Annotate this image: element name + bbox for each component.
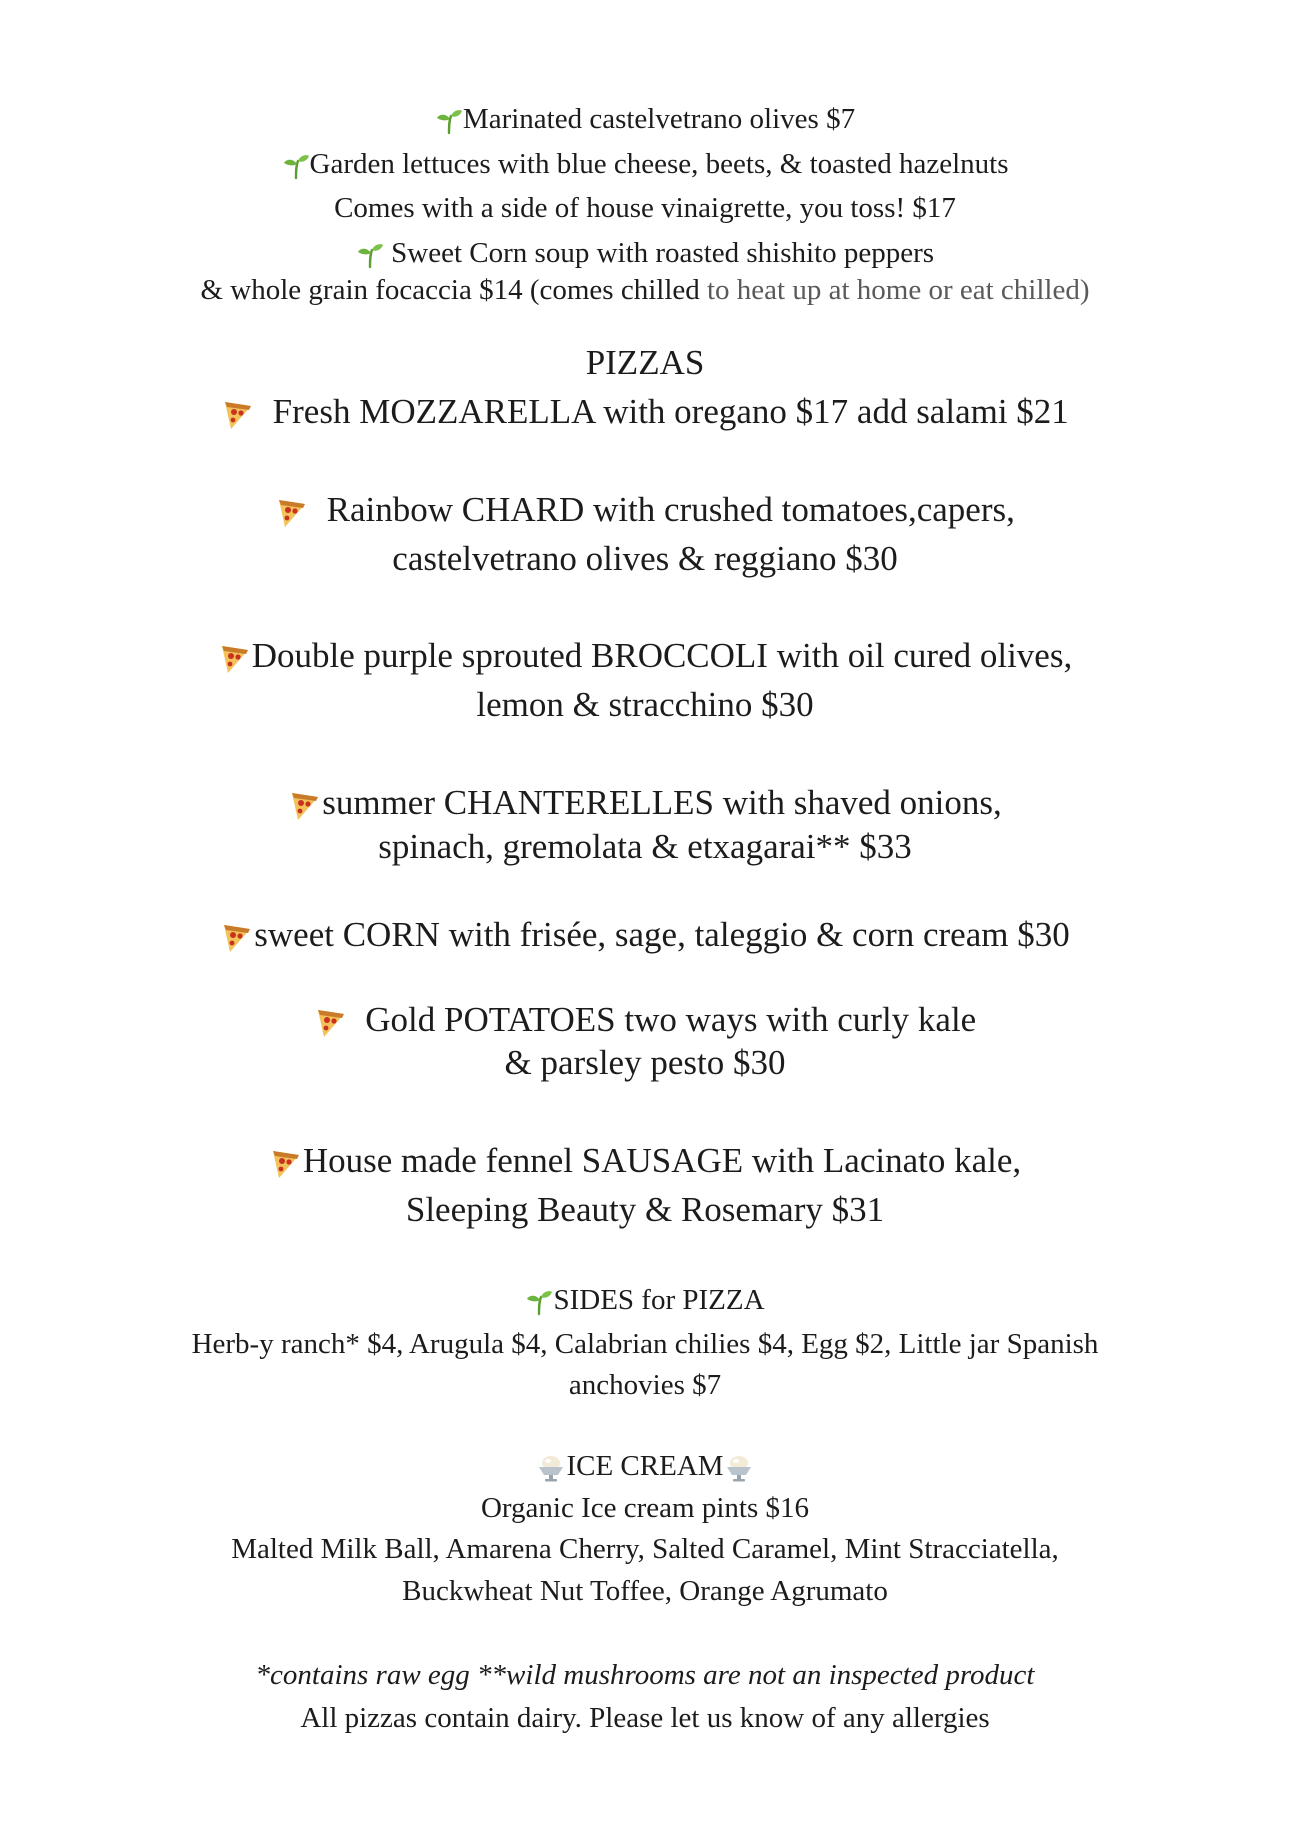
pizza-broccoli-detail: lemon & stracchino $30 bbox=[476, 685, 814, 724]
seedling-icon bbox=[282, 152, 310, 180]
ice-cream-icon bbox=[536, 1453, 566, 1483]
ice-cream-pints: Organic Ice cream pints $16 bbox=[480, 1492, 809, 1524]
sides-list: Herb-y ranch* $4, Arugula $4, Calabrian chilies $4, Egg $2, Little jar Spanish bbox=[191, 1328, 1099, 1360]
ice-cream-flavors: Malted Milk Ball, Amarena Cherry, Salted Caramel, Mint Stracciatella, bbox=[231, 1533, 1059, 1565]
pizza-item-potatoes bbox=[0, 998, 1290, 1042]
pizza-slice-icon bbox=[269, 1147, 303, 1181]
sides-list-cont: anchovies $7 bbox=[568, 1369, 722, 1401]
pizza-item-mozzarella bbox=[0, 390, 1290, 434]
soup-text: Sweet Corn soup with roasted shishito peppers bbox=[391, 237, 935, 269]
pizza-slice-icon bbox=[288, 789, 322, 823]
footnote: *contains raw egg **wild mushrooms are not an inspected product bbox=[255, 1659, 1035, 1691]
pizza-chanterelles-text: summer CHANTERELLES with shaved onions, bbox=[322, 783, 1002, 822]
ice-cream-heading bbox=[0, 1448, 1290, 1484]
lettuces-text: Garden lettuces with blue cheese, beets, & toasted hazelnuts bbox=[309, 148, 1009, 180]
pizza-item-chanterelles bbox=[0, 781, 1290, 825]
pizza-item-corn bbox=[0, 913, 1290, 957]
olives-item bbox=[0, 101, 1290, 137]
pizza-potatoes-detail: & parsley pesto $30 bbox=[504, 1043, 786, 1082]
soup-detail-main: & whole grain focaccia $14 (comes chilled bbox=[200, 274, 700, 306]
allergy-notice: All pizzas contain dairy. Please let us know of any allergies bbox=[300, 1702, 990, 1734]
pizza-chard-text: Rainbow CHARD with crushed tomatoes,capers, bbox=[326, 490, 1015, 529]
ice-cream-heading-text: ICE CREAM bbox=[566, 1450, 724, 1482]
pizza-chanterelles-detail: spinach, gremolata & etxagarai** $33 bbox=[378, 827, 912, 866]
soup-detail-note: to heat up at home or eat chilled) bbox=[699, 274, 1090, 306]
pizza-sausage-detail: Sleeping Beauty & Rosemary $31 bbox=[405, 1190, 885, 1229]
olives-text: Marinated castelvetrano olives $7 bbox=[462, 103, 856, 135]
ice-cream-icon bbox=[724, 1453, 754, 1483]
pizza-item-sausage bbox=[0, 1139, 1290, 1183]
seedling-icon bbox=[356, 241, 384, 269]
pizza-slice-icon bbox=[220, 921, 254, 955]
lettuces-item bbox=[0, 146, 1290, 182]
pizza-sausage-text: House made fennel SAUSAGE with Lacinato kale, bbox=[302, 1141, 1022, 1180]
pizzas-heading: PIZZAS bbox=[585, 343, 705, 382]
lettuces-detail: Comes with a side of house vinaigrette, you toss! $17 bbox=[334, 192, 956, 224]
seedling-icon bbox=[435, 107, 463, 135]
pizza-slice-icon bbox=[275, 496, 309, 530]
pizza-slice-icon bbox=[218, 642, 252, 676]
pizza-corn-text: sweet CORN with frisée, sage, taleggio & corn cream $30 bbox=[254, 915, 1070, 954]
soup-detail bbox=[0, 272, 1290, 308]
pizza-item-chard bbox=[0, 488, 1290, 532]
soup-item bbox=[0, 235, 1290, 271]
pizza-mozzarella-text: Fresh MOZZARELLA with oregano $17 add salami $21 bbox=[272, 392, 1069, 431]
pizza-slice-icon bbox=[221, 398, 255, 432]
pizza-chard-detail: castelvetrano olives & reggiano $30 bbox=[392, 539, 898, 578]
sides-heading bbox=[0, 1282, 1290, 1318]
ice-cream-flavors-cont: Buckwheat Nut Toffee, Orange Agrumato bbox=[402, 1575, 888, 1607]
sides-heading-text: SIDES for PIZZA bbox=[553, 1284, 765, 1316]
pizza-slice-icon bbox=[314, 1006, 348, 1040]
seedling-icon bbox=[525, 1288, 553, 1316]
pizza-broccoli-text: Double purple sprouted BROCCOLI with oil cured olives, bbox=[251, 636, 1073, 675]
pizza-item-broccoli bbox=[0, 634, 1290, 678]
pizza-potatoes-text: Gold POTATOES two ways with curly kale bbox=[365, 1000, 977, 1039]
